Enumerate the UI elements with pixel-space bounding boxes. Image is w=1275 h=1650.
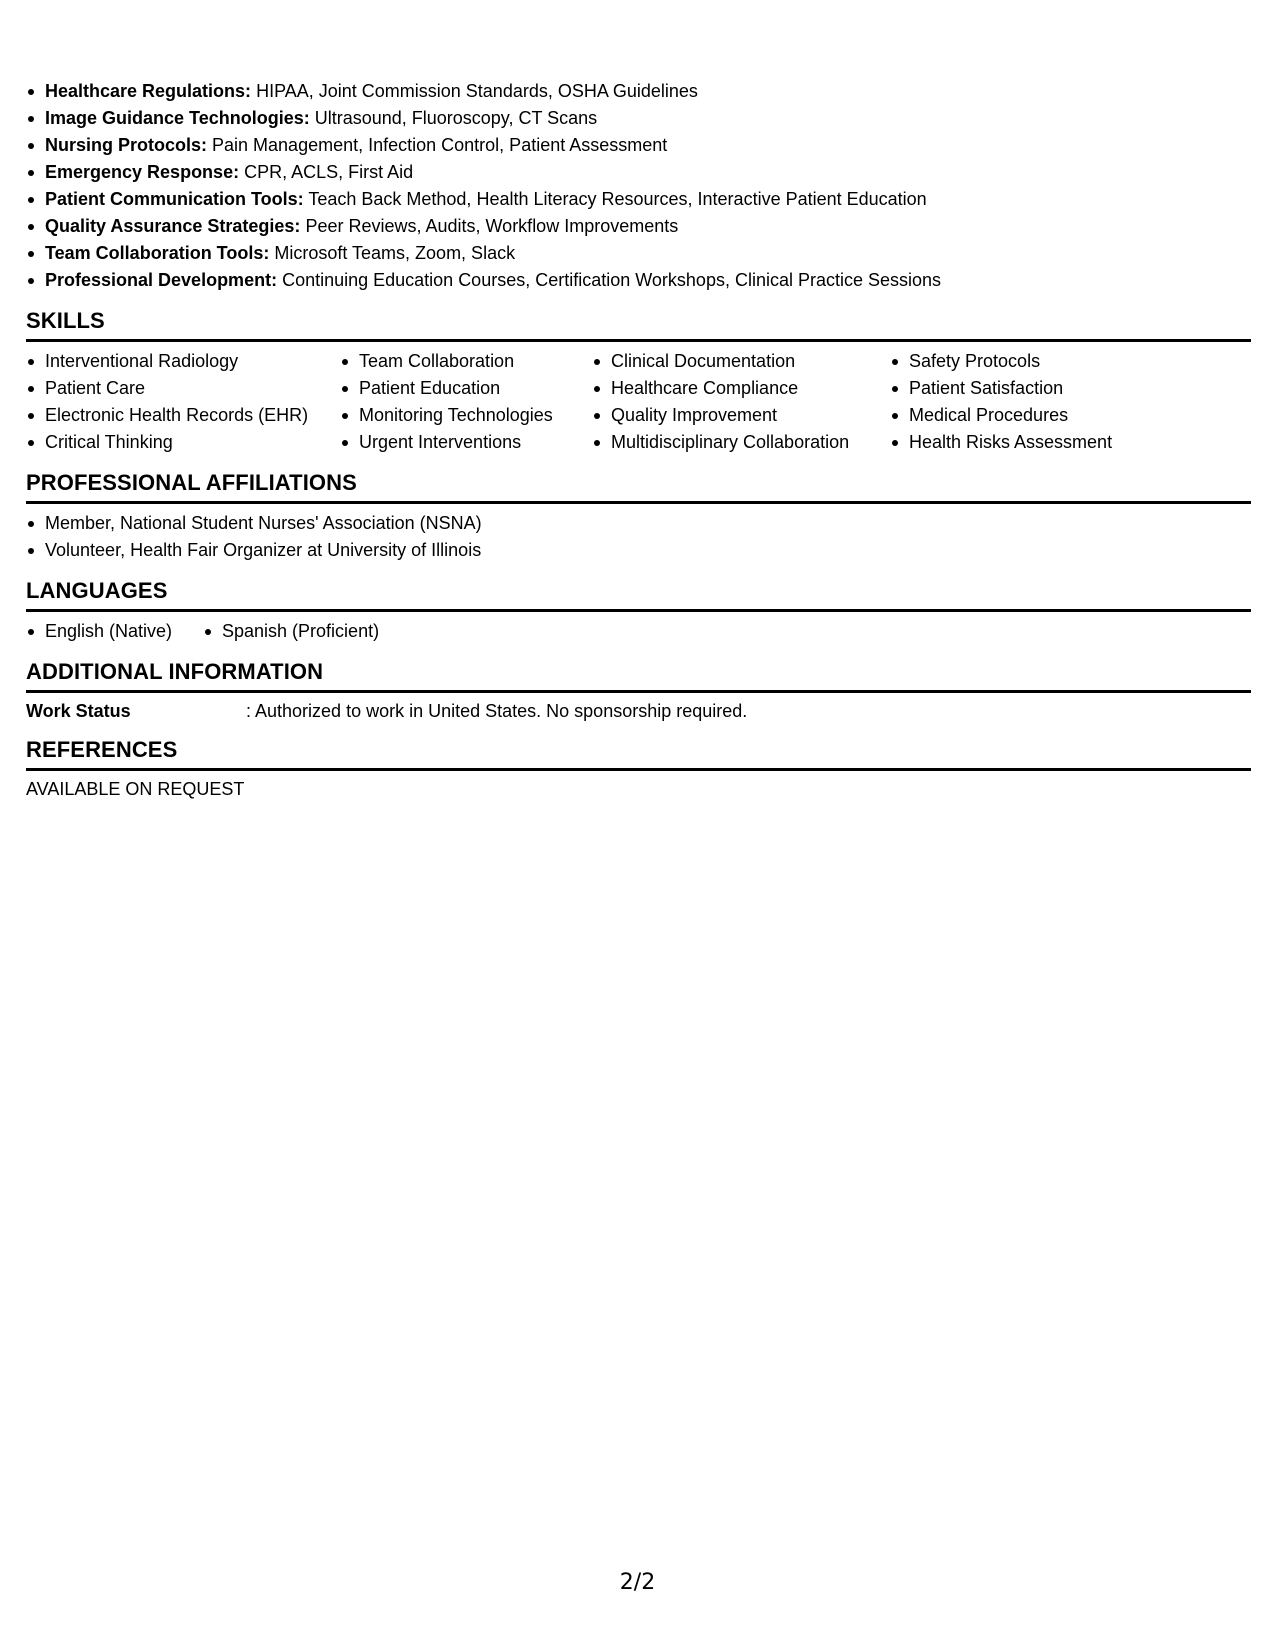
tools-item (26, 240, 1251, 267)
page-number: 2/2 (619, 1570, 656, 1595)
skills-section (26, 308, 1251, 456)
skill-item: Monitoring Technologies (340, 402, 592, 429)
tools-item (26, 132, 1251, 159)
tools-item-label: Nursing Protocols: (45, 135, 208, 155)
work-status-value: : Authorized to work in United States. No sponsorship required. (246, 701, 748, 721)
skill-item: Multidisciplinary Collaboration (592, 429, 890, 456)
language-column (203, 618, 379, 645)
skill-item: Electronic Health Records (EHR) (26, 402, 340, 429)
language-item: Spanish (Proficient) (203, 618, 379, 645)
affiliation-item: Volunteer, Health Fair Organizer at University of Illinois (26, 537, 1251, 564)
tools-item-label: Quality Assurance Strategies: (45, 216, 301, 236)
skill-item: Patient Care (26, 375, 340, 402)
tools-item (26, 213, 1251, 240)
work-status-row (26, 699, 1251, 723)
skill-item: Health Risks Assessment (890, 429, 1190, 456)
references-heading: REFERENCES (26, 737, 1251, 771)
tools-item-label: Healthcare Regulations: (45, 81, 252, 101)
language-column (26, 618, 203, 645)
skill-item: Team Collaboration (340, 348, 592, 375)
tools-list (26, 78, 1251, 294)
tools-item-label: Emergency Response: (45, 162, 240, 182)
languages-section (26, 578, 1251, 645)
skills-column (340, 348, 592, 456)
additional-info-heading: ADDITIONAL INFORMATION (26, 659, 1251, 693)
tools-item-value: Teach Back Method, Health Literacy Resources, Interactive Patient Education (303, 189, 927, 209)
tools-item-value: CPR, ACLS, First Aid (239, 162, 414, 182)
languages-heading: LANGUAGES (26, 578, 1251, 612)
tools-item (26, 267, 1251, 294)
tools-item (26, 78, 1251, 105)
skills-column (592, 348, 890, 456)
tools-item-value: HIPAA, Joint Commission Standards, OSHA Guidelines (251, 81, 698, 101)
skill-item: Medical Procedures (890, 402, 1190, 429)
tools-item-label: Image Guidance Technologies: (45, 108, 310, 128)
skill-item: Patient Education (340, 375, 592, 402)
tools-item-value: Continuing Education Courses, Certification Workshops, Clinical Practice Sessions (277, 270, 942, 290)
skill-item: Quality Improvement (592, 402, 890, 429)
skills-grid (26, 348, 1251, 456)
affiliations-list (26, 510, 1251, 564)
affiliations-heading: PROFESSIONAL AFFILIATIONS (26, 470, 1251, 504)
tools-item (26, 186, 1251, 213)
skill-item: Urgent Interventions (340, 429, 592, 456)
tools-item-label: Patient Communication Tools: (45, 189, 304, 209)
tools-item-value: Peer Reviews, Audits, Workflow Improvements (300, 216, 679, 236)
tools-item-value: Microsoft Teams, Zoom, Slack (269, 243, 516, 263)
tools-item-label: Team Collaboration Tools: (45, 243, 270, 263)
skill-item: Interventional Radiology (26, 348, 340, 375)
tools-item (26, 105, 1251, 132)
skill-item: Safety Protocols (890, 348, 1190, 375)
references-text: AVAILABLE ON REQUEST (26, 779, 245, 799)
skill-item: Patient Satisfaction (890, 375, 1190, 402)
skills-column (26, 348, 340, 456)
work-status-label: Work Status (26, 701, 131, 721)
tools-item-label: Professional Development: (45, 270, 278, 290)
tools-item-value: Pain Management, Infection Control, Patient Assessment (207, 135, 668, 155)
skills-column (890, 348, 1190, 456)
skill-item: Healthcare Compliance (592, 375, 890, 402)
affiliations-section (26, 470, 1251, 564)
skills-heading: SKILLS (26, 308, 1251, 342)
affiliation-item: Member, National Student Nurses' Association (NSNA) (26, 510, 1251, 537)
resume-page (26, 78, 1251, 801)
references-section (26, 737, 1251, 801)
language-item: English (Native) (26, 618, 203, 645)
tools-item-value: Ultrasound, Fluoroscopy, CT Scans (309, 108, 598, 128)
skill-item: Clinical Documentation (592, 348, 890, 375)
additional-info-section (26, 659, 1251, 723)
tools-item (26, 159, 1251, 186)
languages-list (26, 618, 1251, 645)
skill-item: Critical Thinking (26, 429, 340, 456)
